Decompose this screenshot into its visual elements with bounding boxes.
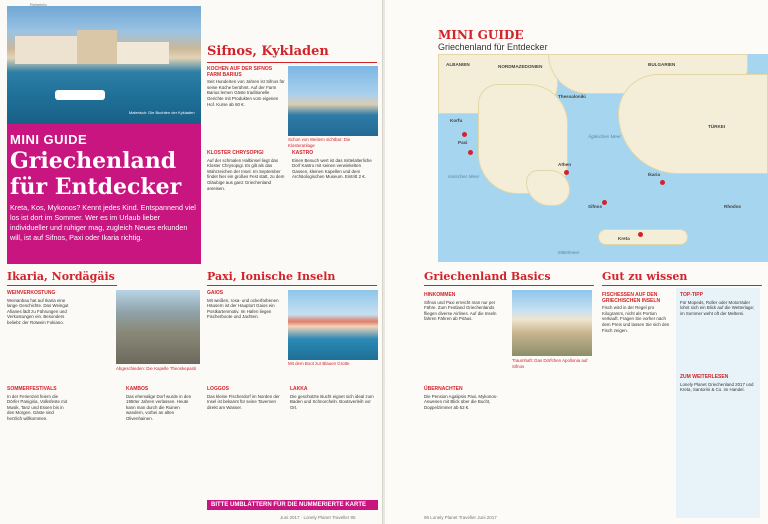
mini-guide-badge: MINI GUIDE — [10, 132, 88, 147]
map-title: Griechenland für Entdecker — [438, 42, 548, 52]
sifnos-photo — [288, 66, 378, 136]
map-label: Athen — [558, 162, 572, 167]
folio-tag: Reiseinfo — [30, 2, 47, 7]
map-label: Korfu — [450, 118, 463, 123]
map-label: Paxi — [458, 140, 468, 145]
sifnos-item-1: KOCHEN AUF DER SIFNOS FARM BARIUS Seit Hunderten von Jahren ist Sifnos für seine Küche berühmt. Auf der Farm Barius lernen Gäste traditionelle Gerichte mit Produkten vom eigenen Hof. Kurse ab 60 €. — [207, 66, 285, 107]
sifnos-photo-caption: Schon von Weitem sichtbar: Die Klosteranlage — [288, 137, 351, 148]
intro-lead: Kreta, Kos, Mykonos? Kennt jedes Kind. Entspannend viel los ist dort im Sommer. Wer es im Urlaub lieber individueller und ruhiger mag, zugleich Neues erkunden will, ist auf Sifnos, Paxi oder Ikaria richtig. — [10, 203, 196, 242]
basics-item-2: ÜBERNACHTEN Die Pension Agalipsis Paxi, Mykonos-Anwesen mit Blick über die Bucht, Doppelzimmer ab 62 €. — [424, 386, 498, 410]
paxi-item-4: LAKKA Die geschützte Bucht eignet sich ideal zum Baden und Schnorcheln. Bootsverleih vor Ort. — [290, 386, 374, 410]
map-label: NORDMAZEDONIEN — [498, 64, 543, 69]
page-title: Griechenland für Entdecker — [10, 148, 182, 200]
map-label: Mittelmeer — [558, 250, 580, 255]
sifnos-item-2: KLOSTER CHRYSOPIGI Auf der schmalen Halbinsel liegt das Kloster Chrysopigi. Es gilt als das Wahrzeichen der Insel. Im September findet hier ein großes Fest statt, zu dem Gläubige aus ganz Griechenland anreisen. — [207, 150, 285, 191]
sifnos-item-3: KASTRO Einen Besuch wert ist das mittelalterliche Dorf Kastro mit seinen verwinkelten Gassen, kleinen Kapellen und dem Archäologischen Museum. Eintritt 2 €. — [292, 150, 372, 180]
hero-photo — [7, 6, 201, 124]
map-pin — [602, 200, 607, 205]
map-label: BULGARIEN — [648, 62, 676, 67]
map-label: Ägäisches Meer — [588, 134, 621, 139]
paxi-item-2: KAMBOS Das ehemalige Dorf wurde in den 1950er Jahren verlassen. Heute kann man durch die Ruinen wandern, vorbei an alten Olivenhainen. — [126, 386, 192, 421]
map-pin — [462, 132, 467, 137]
paxi-photo-caption: Mit dem Boot zur Blauen Grotte — [288, 361, 350, 366]
paxi-photo — [288, 290, 378, 360]
ikaria-title: Ikaria, Nordägäis — [7, 270, 115, 283]
paxi-item-1: GAIOS Mit weißen, rosa- und ockerfarbenen Häusern ist der Hauptort Gaios ein Postkartenmotiv. Im Hafen liegen Fischerboote und Jachten. — [207, 290, 279, 320]
basics-title: Griechenland Basics — [424, 270, 551, 283]
map-pin — [660, 180, 665, 185]
further-reading: ZUM WEITERLESEN Lonely Planet Griechenland 2017 und Kreta, Santorini & Co. im Handel. — [680, 374, 754, 393]
map-pin — [564, 170, 569, 175]
paxi-title: Paxi, Ionische Inseln — [207, 270, 336, 283]
ikaria-photo — [116, 290, 200, 364]
gut-item-1: FISCHESSEN AUF DEN GRIECHISCHEN INSELN Fisch wird in der Regel pro Kilogramm, nicht als Portion verkauft. Fragen Sie vorher nach dem Preis und lassen Sie sich den Fisch zeigen. — [602, 292, 670, 333]
ikaria-item-1: WEINVERKOSTUNG Weinanbau hat auf Ikaria eine lange Geschichte. Das Weingut Afianes lädt zu Führungen und Verkostungen ein. Besonders beliebt: der Rotwein Fokiano. — [7, 290, 69, 325]
map-label: Sifnos — [588, 204, 603, 209]
map-mini-guide: MINI GUIDE — [438, 28, 524, 42]
greece-map — [438, 54, 768, 262]
map-pin — [468, 150, 473, 155]
basics-item-1: HINKOMMEN Sifnos und Paxi erreicht man nur per Fähre. Zum Festland Griechenlands fliegen diverse Airlines. Auf die Inseln fahren Fähren ab Piräus. — [424, 292, 497, 322]
map-label: ALBANIEN — [446, 62, 470, 67]
map-pin — [638, 232, 643, 237]
folio-left: Juni 2017 · Lonely Planet Traveller 95 — [280, 515, 356, 520]
map-label: Ikaria — [648, 172, 661, 177]
sifnos-title: Sifnos, Kykladen — [207, 44, 329, 59]
map-label: TÜRKEI — [708, 124, 726, 129]
top-tip: TOP-TIPP Für Mopeds, Roller oder Motorräder lohnt sich ein Blick auf die Wetterlage; im Sommer weht oft der Meltemi. — [680, 292, 755, 316]
map-label: Thessaloniki — [558, 94, 586, 99]
map-label: Ionisches Meer — [448, 174, 480, 179]
hero-caption: Malerisch: Die Buchten der Kykladen — [129, 110, 195, 115]
ikaria-photo-caption: Abgeschieden: Die Kapelle Theoskepasti — [116, 366, 196, 371]
ikaria-item-2: SOMMERFESTIVALS In der Ferienzeit feiern die Dörfer Panigiria, Volksfeste mit Musik, Tanz und Essen bis in den Morgen. Gäste sind herzlich willkommen. — [7, 386, 68, 421]
map-label: Rhodos — [724, 204, 742, 209]
turn-page-band: BITTE UMBLÄTTERN FÜR DIE NUMMERIERTE KARTE — [207, 500, 378, 510]
left-page — [0, 0, 383, 524]
basics-photo — [512, 290, 592, 356]
map-label: Kreta — [618, 236, 630, 241]
basics-photo-caption: Traumhaft: Das Dörfchen Apollonia auf Sifnos — [512, 358, 588, 369]
folio-right: 96 Lonely Planet Traveller Juni 2017 — [424, 515, 497, 520]
gut-sidebar — [676, 288, 760, 518]
gut-title: Gut zu wissen — [602, 270, 688, 283]
paxi-item-3: LOGGOS Das kleine Fischerdorf im Norden der Insel ist bekannt für seine Tavernen direkt am Wasser. — [207, 386, 280, 410]
